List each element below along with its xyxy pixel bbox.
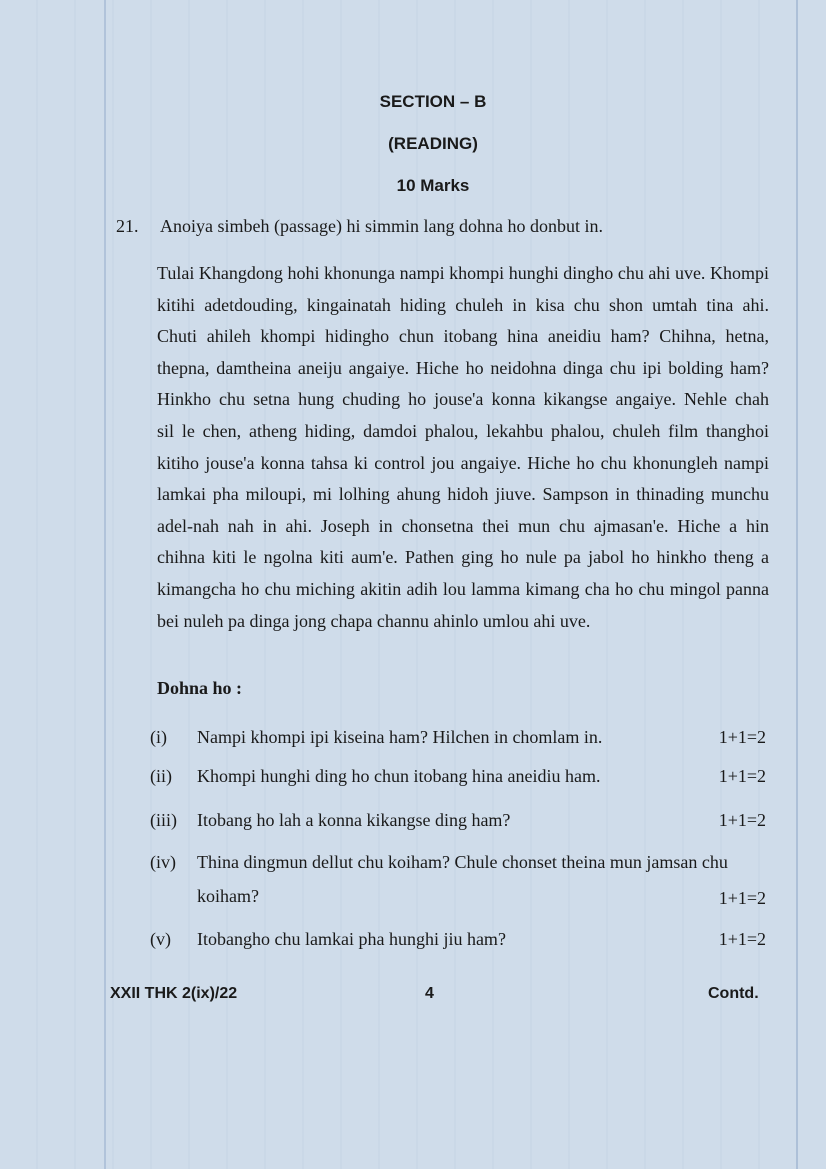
continued-label: Contd.: [708, 985, 759, 1002]
question-item-marks: 1+1=2: [718, 929, 766, 949]
passage-line: Hinkho chu setna hung chuding ho jouse'a konna kikangse angaiye. Nehle chah: [157, 389, 769, 410]
question-item-marks: 1+1=2: [718, 727, 766, 747]
reading-passage: [157, 258, 769, 637]
question-item-text: Thina dingmun dellut chu koiham? Chule chonset theina mun jamsan chu: [197, 852, 728, 872]
question-item-text: Itobang ho lah a konna kikangse ding ham?: [197, 810, 511, 830]
section-marks: 10 Marks: [396, 176, 470, 195]
question-item-text: koiham?: [197, 886, 259, 906]
passage-line: thepna, damtheina aneiju angaiye. Hiche ho neidohna dinga chu ipi bolding ham?: [157, 357, 769, 378]
questions-heading: Dohna ho :: [157, 678, 243, 698]
passage-line: kitiho jouse'a konna tahsa ki control jou angaiye. Hiche ho chu khonungleh nampi: [157, 452, 769, 473]
question-item-text: Nampi khompi ipi kiseina ham? Hilchen in chomlam in.: [197, 727, 603, 747]
question-item-text: Khompi hunghi ding ho chun itobang hina aneidiu ham.: [197, 766, 601, 786]
question-item-marks: 1+1=2: [718, 766, 766, 786]
passage-line: sil le chen, atheng hiding, damdoi phalou, lekahbu phalou, chuleh film thanghoi: [157, 420, 769, 441]
question-item-marks: 1+1=2: [718, 810, 766, 830]
question-instruction: Anoiya simbeh (passage) hi simmin lang dohna ho donbut in.: [160, 216, 603, 236]
passage-line: lamkai pha miloupi, mi lolhing ahung hidoh jiuve. Sampson in thinading munchu: [157, 484, 769, 505]
question-number: 21.: [116, 216, 139, 236]
paper-code: XXII THK 2(ix)/22: [110, 985, 238, 1002]
question-item-text: Itobangho chu lamkai pha hunghi jiu ham?: [197, 929, 506, 949]
passage-line: Tulai Khangdong hohi khonunga nampi khompi hunghi dingho chu ahi uve. Khompi: [157, 263, 769, 283]
passage-line: kitihi adetdouding, kingainatah hiding chuleh in kisa chu shon umtah tina ahi.: [157, 294, 769, 315]
passage-line: Chuti ahileh khompi hidingho chun itobang hina aneidiu ham? Chihna, hetna,: [157, 326, 769, 347]
section-heading: SECTION – B: [379, 92, 487, 111]
question-item-number: (iv): [150, 852, 176, 872]
question-item-marks: 1+1=2: [718, 888, 766, 908]
passage-line: bei nuleh pa dinga jong chapa channu ahinlo umlou ahi uve.: [157, 610, 591, 631]
section-subtitle: (READING): [388, 134, 478, 153]
passage-line: kimangcha ho chu miching akitin adih lou lamma kimang cha ho chu mingol panna: [157, 578, 769, 599]
question-item-number: (v): [150, 929, 171, 949]
question-item-number: (ii): [150, 766, 172, 786]
question-item-number: (iii): [150, 810, 177, 830]
page-number: 4: [425, 985, 434, 1002]
question-item-number: (i): [150, 727, 167, 747]
passage-line: chihna kiti le ngolna kiti aum'e. Pathen ging ho nule pa jabol ho hinkho theng a: [157, 547, 769, 568]
passage-line: adel-nah nah in ahi. Joseph in chonsetna thei mun chu ajmasan'e. Hiche a hin: [157, 515, 769, 536]
